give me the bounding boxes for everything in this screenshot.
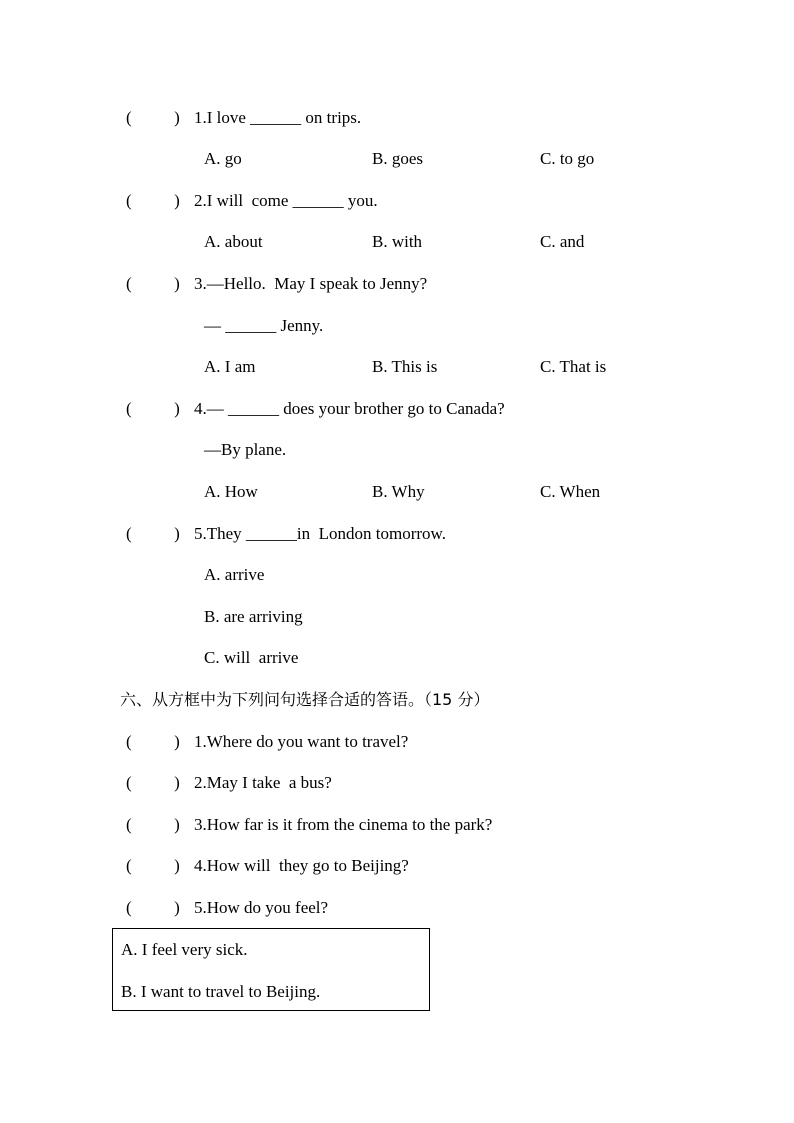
answer-option-b: B. I want to travel to Beijing. xyxy=(121,982,321,1001)
option-a: A. How xyxy=(204,482,258,501)
question-stem: 5.They ______in London tomorrow. xyxy=(194,524,446,543)
option-a: A. go xyxy=(204,149,242,168)
option-b: B. This is xyxy=(372,357,438,376)
answer-paren: ( ) xyxy=(126,773,180,792)
option-c: C. and xyxy=(540,232,585,251)
section-heading: 六、从方框中为下列问句选择合适的答语。（15 分） xyxy=(120,690,490,709)
answer-paren: ( ) xyxy=(126,108,180,127)
question-stem: 2.I will come ______ you. xyxy=(194,191,378,210)
option-a: A. arrive xyxy=(204,565,265,584)
answer-paren: ( ) xyxy=(126,399,180,418)
question-stem: 3.—Hello. May I speak to Jenny? xyxy=(194,274,428,293)
answer-paren: ( ) xyxy=(126,856,180,875)
answer-paren: ( ) xyxy=(126,191,180,210)
answer-paren: ( ) xyxy=(126,815,180,834)
option-a: A. about xyxy=(204,232,263,251)
answer-paren: ( ) xyxy=(126,524,180,543)
answer-paren: ( ) xyxy=(126,898,180,917)
question-stem: 4.How will they go to Beijing? xyxy=(194,856,409,875)
answer-option-a: A. I feel very sick. xyxy=(121,940,248,959)
option-b: B. Why xyxy=(372,482,425,501)
option-c: C. That is xyxy=(540,357,607,376)
option-c: C. When xyxy=(540,482,601,501)
answer-paren: ( ) xyxy=(126,732,180,751)
question-stem: 1.Where do you want to travel? xyxy=(194,732,409,751)
option-a: A. I am xyxy=(204,357,256,376)
question-stem: 5.How do you feel? xyxy=(194,898,329,917)
question-stem: 2.May I take a bus? xyxy=(194,773,332,792)
question-stem: 1.I love ______ on trips. xyxy=(194,108,362,127)
option-c: C. to go xyxy=(540,149,595,168)
question-reply: — ______ Jenny. xyxy=(204,316,324,335)
option-b: B. goes xyxy=(372,149,423,168)
answer-box xyxy=(112,928,430,1011)
option-b: B. with xyxy=(372,232,423,251)
option-c: C. will arrive xyxy=(204,648,299,667)
answer-paren: ( ) xyxy=(126,274,180,293)
question-stem: 3.How far is it from the cinema to the park? xyxy=(194,815,493,834)
question-stem: 4.— ______ does your brother go to Canada? xyxy=(194,399,505,418)
question-reply: —By plane. xyxy=(204,440,287,459)
option-b: B. are arriving xyxy=(204,607,303,626)
